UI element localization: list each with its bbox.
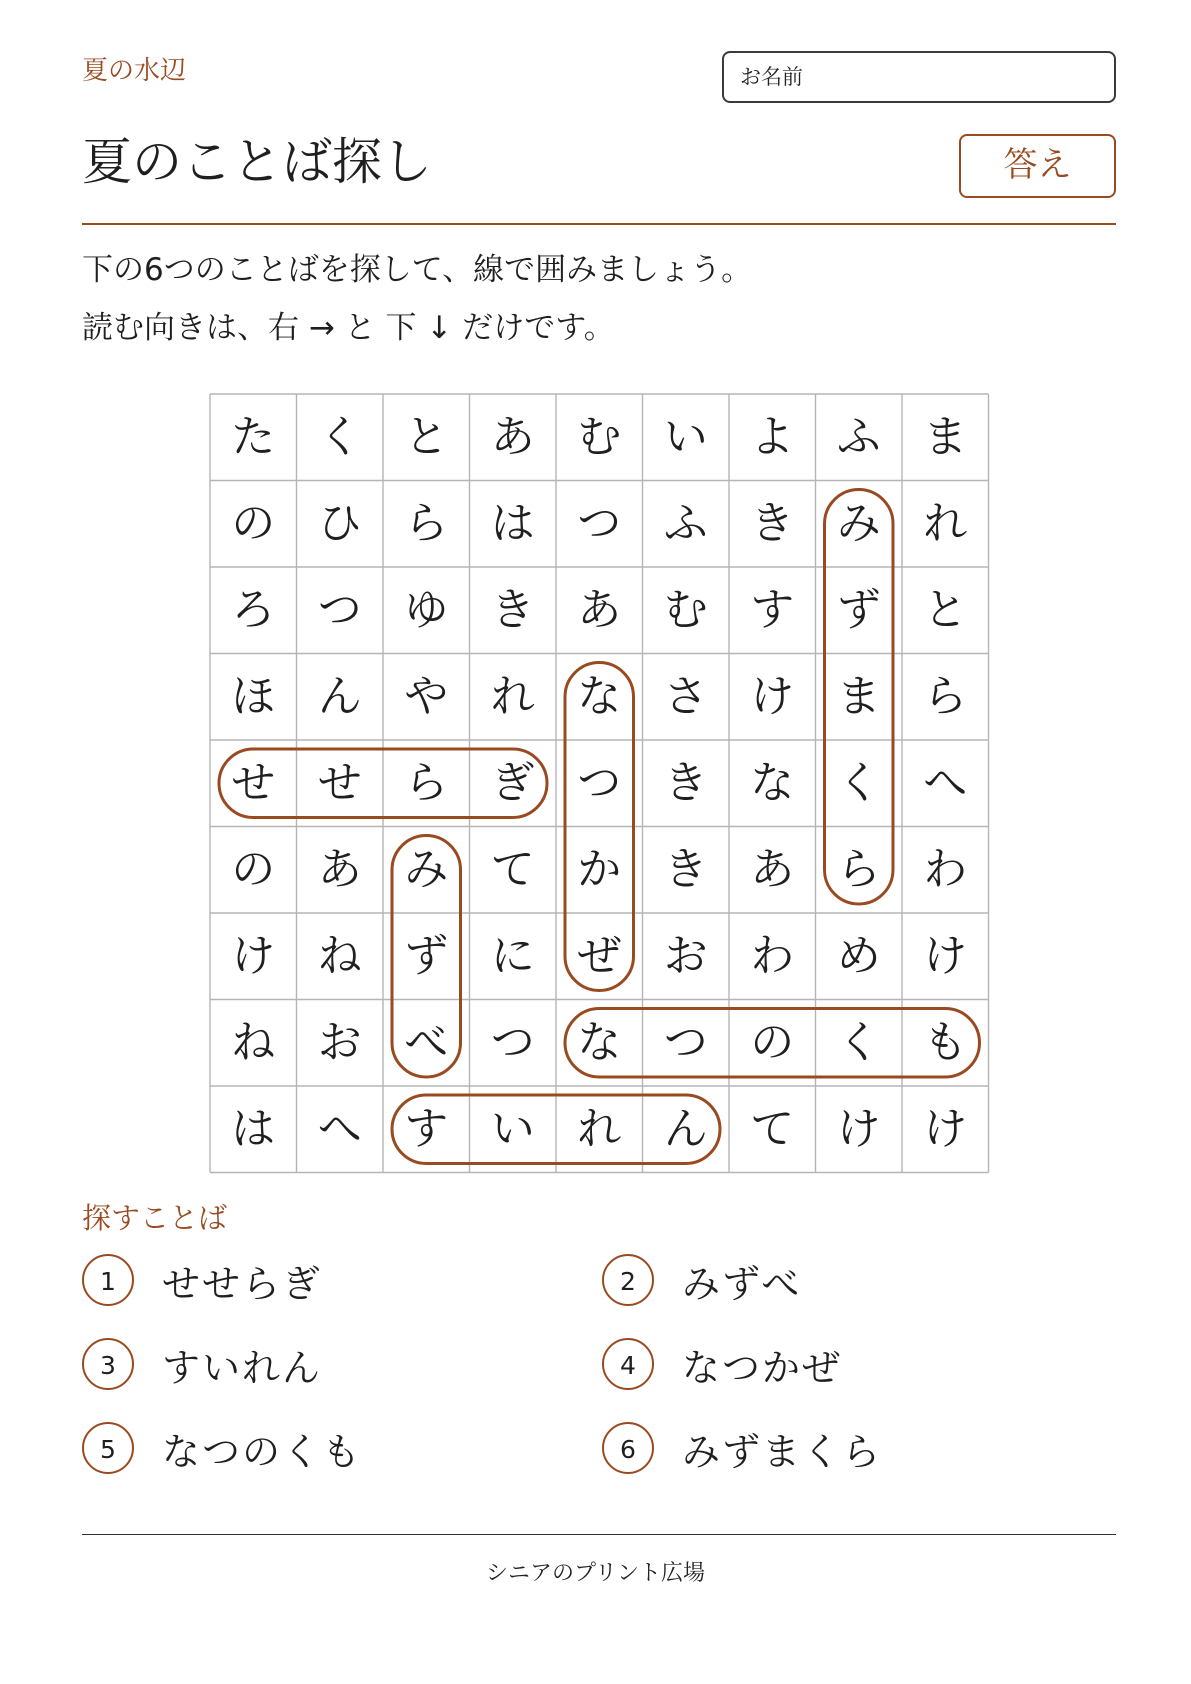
grid-cell: に — [490, 930, 535, 982]
grid-cell: の — [231, 843, 276, 895]
grid-cell: れ — [490, 670, 535, 722]
grid-cell: ず — [836, 584, 881, 636]
grid-cell: は — [490, 497, 535, 549]
grid-cell: や — [404, 670, 449, 722]
grid-cell: つ — [317, 584, 362, 636]
grid-cell: ら — [836, 843, 881, 895]
grid-cell: と — [404, 411, 449, 463]
grid-cell: け — [923, 930, 968, 982]
grid-cell: へ — [317, 1103, 362, 1155]
instruction-line-1: 下の6つのことばを探して、線で囲みましょう。 — [82, 252, 753, 288]
grid-cell: つ — [577, 497, 622, 549]
word-text: すいれん — [162, 1345, 323, 1390]
grid-cell: ね — [231, 1016, 276, 1068]
word-item-1 — [82, 1250, 322, 1310]
grid-cell: ね — [317, 930, 362, 982]
grid-cell: て — [750, 1103, 795, 1155]
grid-cell: ひ — [317, 497, 362, 549]
grid-cell: け — [750, 670, 795, 722]
grid-cell: れ — [923, 497, 968, 549]
grid-cell: ん — [317, 670, 362, 722]
grid-cell: わ — [750, 930, 795, 982]
grid-cell: す — [404, 1103, 449, 1155]
grid-cell: み — [836, 497, 881, 549]
grid-cell: あ — [750, 843, 795, 895]
grid-cell: つ — [490, 1016, 535, 1068]
grid-cell: あ — [317, 843, 362, 895]
grid-cell: け — [836, 1103, 881, 1155]
grid-cell: て — [490, 843, 535, 895]
grid-cell: お — [663, 930, 708, 982]
grid-cell: よ — [750, 411, 795, 463]
grid-cell: ず — [404, 930, 449, 982]
name-field[interactable]: お名前 — [722, 51, 1116, 103]
grid-cell: く — [317, 411, 362, 463]
footer-text: シニアのプリント広場 — [485, 1561, 706, 1586]
grid-cell: と — [923, 584, 968, 636]
grid-cell: ま — [923, 411, 968, 463]
grid-cell: き — [750, 497, 795, 549]
grid-cell: あ — [490, 411, 535, 463]
number-circle: 1 — [82, 1254, 134, 1306]
grid-cell: せ — [317, 757, 362, 809]
grid-cell: な — [577, 670, 622, 722]
grid-cell: い — [663, 411, 708, 463]
grid-cell: お — [317, 1016, 362, 1068]
number-circle: 2 — [602, 1254, 654, 1306]
grid-cell: け — [923, 1103, 968, 1155]
word-item-5 — [82, 1418, 362, 1478]
grid-cell: ら — [923, 670, 968, 722]
grid-cell: す — [750, 584, 795, 636]
number-circle: 6 — [602, 1422, 654, 1474]
grid-cell: き — [663, 757, 708, 809]
number-circle: 5 — [82, 1422, 134, 1474]
grid-cell: ぜ — [577, 930, 622, 982]
word-text: せせらぎ — [162, 1261, 323, 1306]
grid-cell: の — [231, 497, 276, 549]
grid-cell: ら — [404, 497, 449, 549]
grid-cell: け — [231, 930, 276, 982]
word-list-label: 探すことば — [82, 1201, 228, 1235]
grid-cell: な — [577, 1016, 622, 1068]
grid-cell: は — [231, 1103, 276, 1155]
grid-cell: か — [577, 843, 622, 895]
word-item-2 — [602, 1250, 801, 1310]
instruction-line-2: 読む向きは、右 → と 下 ↓ だけです。 — [82, 310, 615, 346]
word-text: なつのくも — [162, 1429, 363, 1474]
grid-cell: べ — [404, 1016, 449, 1068]
grid-cell: ほ — [231, 670, 276, 722]
grid-cell: き — [663, 843, 708, 895]
page-title: 夏のことば探し — [82, 133, 432, 191]
grid-cell: せ — [231, 757, 276, 809]
grid-cell: ま — [836, 670, 881, 722]
grid-cell: む — [577, 411, 622, 463]
grid-cell: た — [231, 411, 276, 463]
grid-cell: ん — [663, 1103, 708, 1155]
grid-cell: な — [750, 757, 795, 809]
grid-cell: ふ — [663, 497, 708, 549]
word-item-4 — [602, 1334, 842, 1394]
number-circle: 3 — [82, 1338, 134, 1390]
grid-cell: あ — [577, 584, 622, 636]
grid-cell: き — [490, 584, 535, 636]
grid-cell: つ — [663, 1016, 708, 1068]
category-label: 夏の水辺 — [82, 56, 187, 86]
grid-cell: い — [490, 1103, 535, 1155]
answer-badge: 答え — [959, 134, 1116, 198]
grid-cell: つ — [577, 757, 622, 809]
number-circle: 4 — [602, 1338, 654, 1390]
grid-cell: わ — [923, 843, 968, 895]
grid-cell: ゆ — [404, 584, 449, 636]
grid-cell: れ — [577, 1103, 622, 1155]
word-item-6 — [602, 1418, 882, 1478]
grid-cell: ぎ — [490, 757, 535, 809]
grid-cell: の — [750, 1016, 795, 1068]
word-text: みずまくら — [682, 1429, 883, 1474]
grid-cell: も — [923, 1016, 968, 1068]
grid-cell: む — [663, 584, 708, 636]
grid-cell: ら — [404, 757, 449, 809]
grid-cell: さ — [663, 670, 708, 722]
grid-cell: み — [404, 843, 449, 895]
grid-cell: く — [836, 1016, 881, 1068]
grid-cell: め — [836, 930, 881, 982]
footer-divider — [82, 1534, 1116, 1535]
grid-cell: へ — [923, 757, 968, 809]
grid-cell: ろ — [231, 584, 276, 636]
grid-cell: ふ — [836, 411, 881, 463]
word-text: なつかぜ — [682, 1345, 843, 1390]
word-text: みずべ — [682, 1261, 802, 1306]
word-item-3 — [82, 1334, 322, 1394]
grid-cell: く — [836, 757, 881, 809]
